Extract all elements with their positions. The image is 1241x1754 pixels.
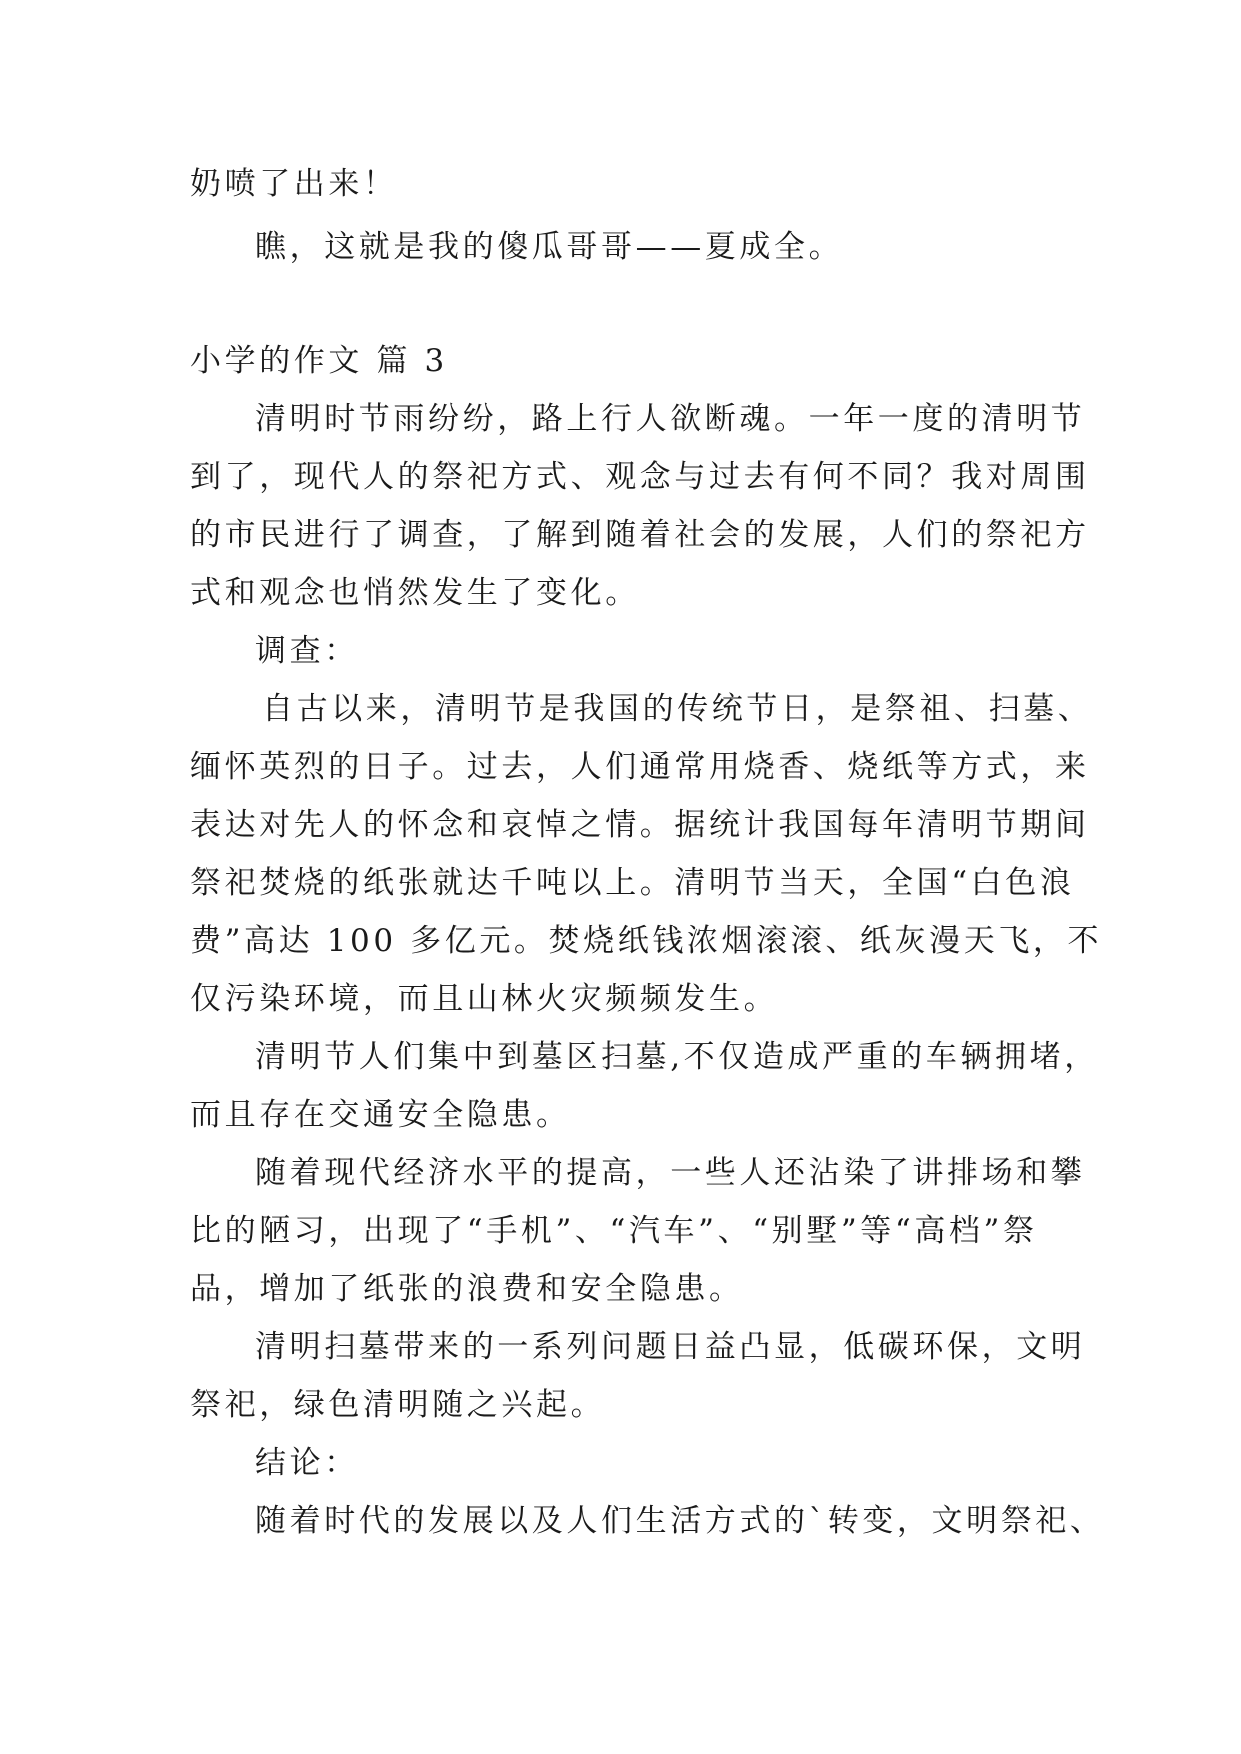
- text-line: 到了，现代人的祭祀方式、观念与过去有何不同？我对周围: [190, 459, 1090, 495]
- section-heading: 小学的作文 篇 3: [190, 343, 448, 379]
- text-line: 祭祀，绿色清明随之兴起。: [190, 1387, 606, 1423]
- text-line: 仅污染环境，而且山林火灾频频发生。: [190, 981, 779, 1017]
- text-line: 随着现代经济水平的提高，一些人还沾染了讲排场和攀: [255, 1155, 1086, 1191]
- text-line: 而且存在交通安全隐患。: [190, 1097, 571, 1133]
- text-line: 表达对先人的怀念和哀悼之情。据统计我国每年清明节期间: [190, 807, 1090, 843]
- text-line: 随着时代的发展以及人们生活方式的`转变，文明祭祀、: [255, 1503, 1105, 1539]
- text-line: 瞧，这就是我的傻瓜哥哥——夏成全。: [255, 229, 844, 265]
- text-line: 清明扫墓带来的一系列问题日益凸显，低碳环保，文明: [255, 1329, 1086, 1365]
- text-line: 自古以来，清明节是我国的传统节日，是祭祖、扫墓、: [262, 691, 1093, 727]
- text-line: 的市民进行了调查，了解到随着社会的发展，人们的祭祀方: [190, 517, 1090, 553]
- text-line: 缅怀英烈的日子。过去，人们通常用烧香、烧纸等方式，来: [190, 749, 1090, 785]
- text-line: 比的陋习，出现了“手机”、“汽车”、“别墅”等“高档”祭: [190, 1213, 1038, 1249]
- subheading-conclusion: 结论：: [255, 1445, 359, 1481]
- text-line: 清明时节雨纷纷，路上行人欲断魂。一年一度的清明节: [255, 401, 1086, 437]
- text-line: 祭祀焚烧的纸张就达千吨以上。清明节当天，全国“白色浪: [190, 865, 1075, 901]
- text-line: 式和观念也悄然发生了变化。: [190, 575, 640, 611]
- subheading-survey: 调查：: [255, 633, 359, 669]
- text-line: 费”高达 100 多亿元。焚烧纸钱浓烟滚滚、纸灰漫天飞，不: [190, 923, 1103, 959]
- text-line: 清明节人们集中到墓区扫墓,不仅造成严重的车辆拥堵，: [255, 1039, 1099, 1075]
- text-line: 奶喷了出来！: [190, 166, 398, 202]
- text-line: 品，增加了纸张的浪费和安全隐患。: [190, 1271, 744, 1307]
